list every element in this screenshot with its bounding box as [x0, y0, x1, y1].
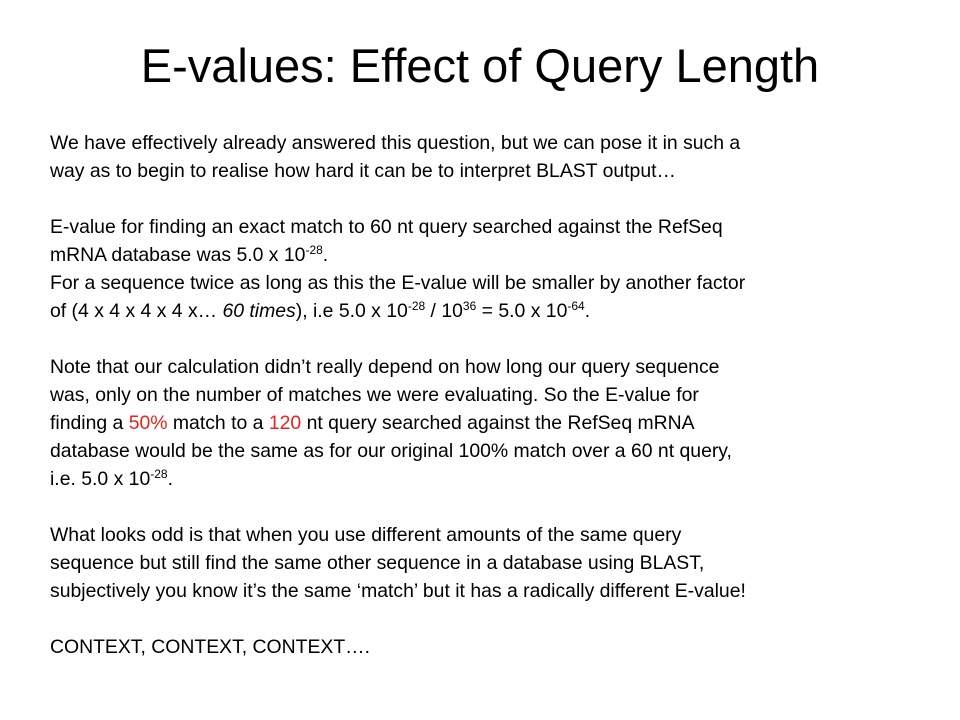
note-line-5 — [50, 465, 940, 493]
highlight-percent: 50% — [128, 412, 168, 434]
note-line-3-text-b: match to a — [167, 412, 269, 434]
spacer — [50, 605, 940, 633]
evalue-line-2 — [50, 241, 940, 269]
closing-line: CONTEXT, CONTEXT, CONTEXT…. — [50, 636, 370, 658]
note-line-3-text-a: finding a — [50, 412, 129, 434]
intro-line-2: way as to begin to realise how hard it can be to interpret BLAST output… — [50, 160, 676, 182]
evalue-line-4-text-a: of (4 x 4 x 4 x 4 x… — [50, 300, 223, 322]
punctuation: . — [322, 244, 329, 266]
evalue-line-3: For a sequence twice as long as this the E-value will be smaller by another factor — [50, 272, 746, 294]
intro-line-1: We have effectively already answered this question, but we can pose it in such a — [50, 132, 741, 154]
evalue-line-4-text-c: / 10 — [425, 300, 463, 322]
punctuation: . — [584, 300, 591, 322]
highlight-length: 120 — [268, 412, 302, 434]
evalue-line-2-text: mRNA database was 5.0 x 10 — [50, 244, 306, 266]
slide-title: E-values: Effect of Query Length — [140, 39, 820, 92]
exponent: 36 — [462, 299, 477, 313]
exponent: -64 — [567, 299, 585, 313]
note-line-3-text-c: nt query searched against the RefSeq mRNA — [301, 412, 695, 434]
italic-text: 60 times — [222, 300, 296, 322]
evalue-line-4 — [50, 297, 940, 325]
odd-line-3: subjectively you know it’s the same ‘match’ but it has a radically different E-value! — [50, 580, 746, 602]
punctuation: . — [167, 468, 173, 490]
spacer — [50, 493, 940, 521]
note-line-1: Note that our calculation didn’t really depend on how long our query sequence — [50, 356, 720, 378]
evalue-line-4-text-d: = 5.0 x 10 — [476, 300, 568, 322]
slide-body — [50, 129, 940, 661]
odd-line-2: sequence but still find the same other sequence in a database using BLAST, — [50, 552, 705, 574]
note-line-5-text: i.e. 5.0 x 10 — [50, 468, 151, 490]
note-line-3 — [50, 409, 940, 437]
exponent: -28 — [150, 467, 168, 481]
evalue-line-4-text-b: ), i.e 5.0 x 10 — [295, 300, 408, 322]
note-line-4: database would be the same as for our original 100% match over a 60 nt query, — [50, 440, 732, 462]
evalue-line-1: E-value for finding an exact match to 60 nt query searched against the RefSeq — [50, 216, 723, 238]
spacer — [50, 185, 940, 213]
spacer — [50, 325, 940, 353]
odd-line-1: What looks odd is that when you use different amounts of the same query — [50, 524, 682, 546]
exponent: -28 — [305, 243, 323, 257]
exponent: -28 — [407, 299, 426, 313]
note-line-2: was, only on the number of matches we were evaluating. So the E-value for — [50, 384, 699, 406]
